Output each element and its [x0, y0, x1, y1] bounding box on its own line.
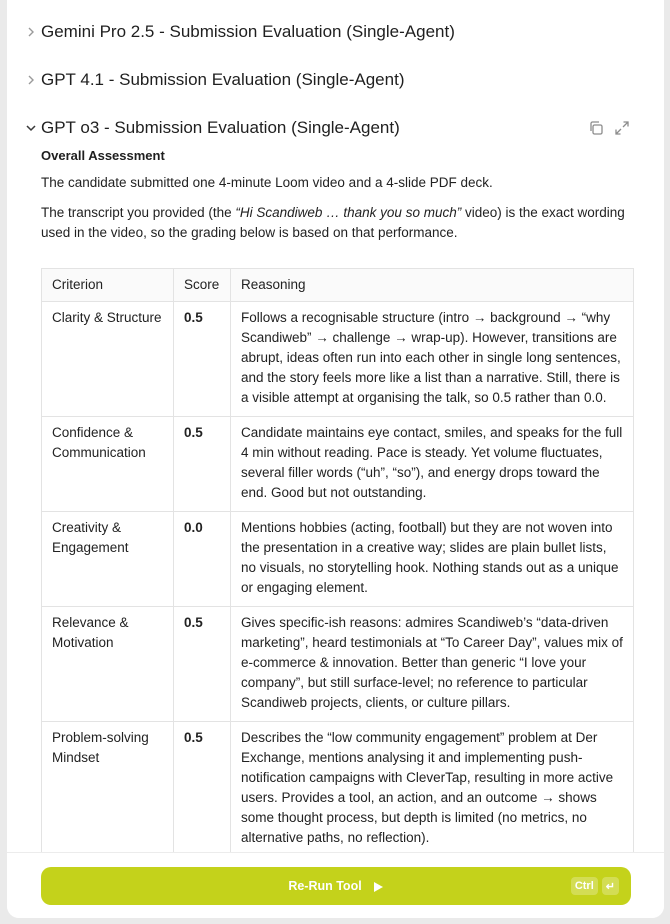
rerun-tool-button[interactable]: [41, 867, 631, 905]
table-row: [42, 417, 634, 512]
criterion-cell: Creativity & Engagement: [42, 512, 174, 607]
column-header: Reasoning: [231, 269, 634, 302]
table-row: [42, 722, 634, 857]
table-row: [42, 512, 634, 607]
copy-icon[interactable]: [588, 120, 604, 136]
criterion-cell: Clarity & Structure: [42, 302, 174, 417]
criterion-cell: Relevance & Motivation: [42, 607, 174, 722]
section-gpto3[interactable]: [7, 113, 664, 143]
reasoning-cell: Describes the “low community engagement” problem at Der Exchange, mentions analysing it and implementing push-notification campaigns with CleverTap, resulting in more active users. Provides a tool, an action, and an outcome → shows some thought process, but depth is limited (no metrics, no alternative paths, no reflection).: [231, 722, 634, 857]
score-cell: 0.5: [174, 722, 231, 857]
reasoning-cell: Mentions hobbies (acting, football) but they are not woven into the presentation in a creative way; slides are plain bullet lists, no visuals, no storytelling hook. Nothing stands out as a unique or engaging element.: [231, 512, 634, 607]
section-gpt41[interactable]: [7, 65, 664, 95]
section-gemini[interactable]: [7, 17, 664, 47]
reasoning-cell: Candidate maintains eye contact, smiles, and speaks for the full 4 min without reading. Pace is steady. Yet volume fluctuates, several filler words (“uh”, “so”), and energy drops toward the end. Good but not outstanding.: [231, 417, 634, 512]
ctrl-key: Ctrl: [571, 877, 598, 895]
table-header-row: [42, 269, 634, 302]
footer-bar: [7, 852, 664, 918]
play-icon: [372, 880, 384, 892]
table-row: [42, 302, 634, 417]
criterion-cell: Problem-solving Mindset: [42, 722, 174, 857]
paragraph-transcript: [41, 203, 641, 243]
column-header: Criterion: [42, 269, 174, 302]
score-cell: 0.5: [174, 607, 231, 722]
overall-heading: Overall Assessment: [41, 148, 165, 163]
expand-icon[interactable]: [614, 120, 630, 136]
column-header: Score: [174, 269, 231, 302]
chevron-right-icon: [25, 26, 37, 38]
text-span: video) is the exact wording used in the video, so the grading below is based on that performance.: [41, 205, 625, 240]
score-cell: 0.0: [174, 512, 231, 607]
criterion-cell: Confidence & Communication: [42, 417, 174, 512]
section-title: GPT o3 - Submission Evaluation (Single-Agent): [41, 118, 400, 137]
reasoning-cell: Follows a recognisable structure (intro → background → “why Scandiweb” → challenge → wrap-up). However, transitions are abrupt, ideas often run into each other in single long sentences, and the story feels more like a list than a narrative. Still, there is a visible attempt at organising the talk, so 0.5 rather than 0.0.: [231, 302, 634, 417]
section-title: GPT 4.1 - Submission Evaluation (Single-Agent): [41, 70, 405, 89]
score-cell: 0.5: [174, 417, 231, 512]
text-span: The transcript you provided (the: [41, 205, 236, 220]
quote-text: “Hi Scandiweb … thank you so much”: [235, 205, 462, 220]
enter-key-icon: ↵: [602, 877, 619, 895]
chevron-right-icon: [25, 74, 37, 86]
table-row: [42, 607, 634, 722]
paragraph: The candidate submitted one 4-minute Loom video and a 4-slide PDF deck.: [41, 175, 493, 190]
reasoning-cell: Gives specific-ish reasons: admires Scandiweb’s “data-driven marketing”, heard testimonials at “To Career Day”, values mix of e-commerce & innovation. Better than generic “I love your company”, but still surface-level; no reference to particular Scandiweb projects, clients, or culture pillars.: [231, 607, 634, 722]
evaluation-content: [41, 148, 641, 857]
rerun-label: Re-Run Tool: [288, 879, 362, 893]
section-title: Gemini Pro 2.5 - Submission Evaluation (Single-Agent): [41, 22, 455, 41]
evaluation-table: [41, 268, 634, 857]
evaluation-panel: [7, 0, 664, 918]
keyboard-shortcut: [571, 877, 619, 895]
score-cell: 0.5: [174, 302, 231, 417]
chevron-down-icon: [25, 122, 37, 134]
